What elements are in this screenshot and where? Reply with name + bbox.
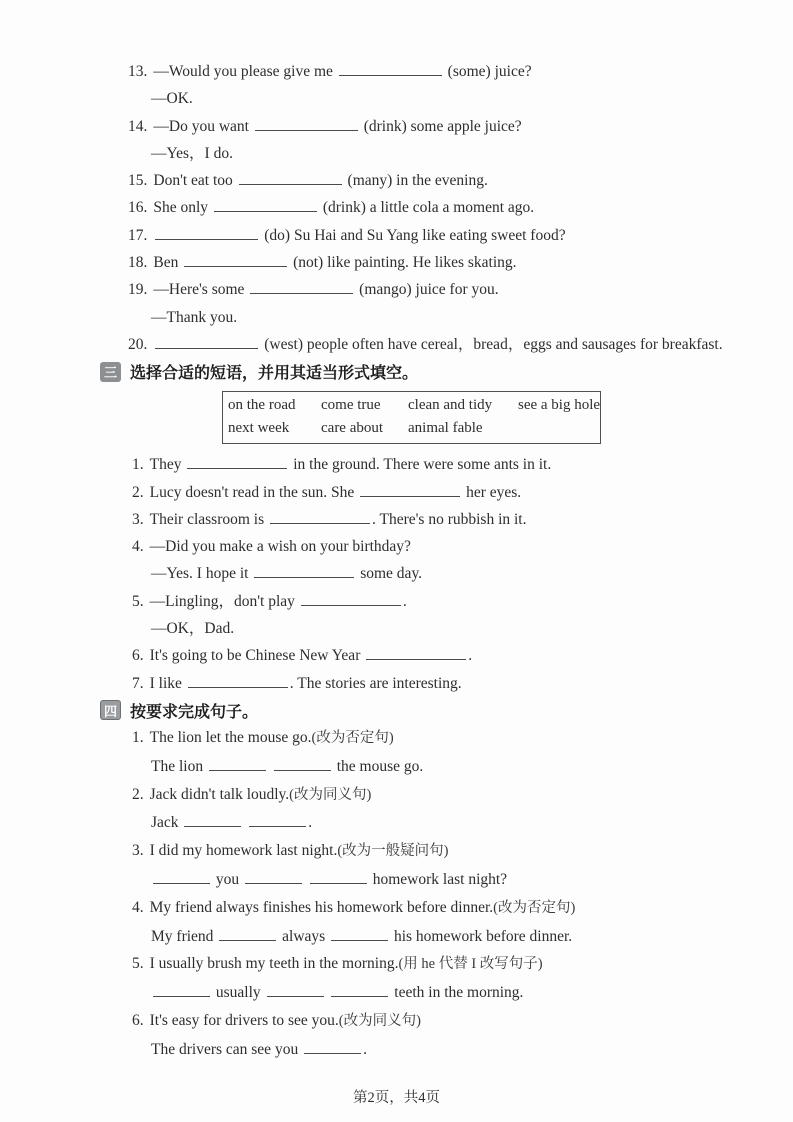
section-title: 按要求完成句子。 (130, 703, 259, 721)
line-text: Lucy doesn't read in the sun. She (149, 483, 359, 501)
phrase-bank-row (228, 417, 600, 440)
line-text (326, 984, 330, 1001)
item-number: 1. (132, 728, 144, 746)
line-text: . The stories are interesting. (289, 674, 462, 692)
rewrite-note: (改为同义句) (289, 786, 372, 803)
blank-field (301, 591, 401, 606)
line-text: Don't eat too (153, 172, 237, 190)
line-text: —Would you please give me (153, 63, 337, 80)
exercise-line (0, 249, 793, 276)
item-number: 3. (132, 842, 144, 860)
item-number: 15. (128, 172, 148, 190)
exercise-line (0, 1036, 793, 1064)
line-text: I like (149, 674, 186, 692)
line-text: (drink) some apple juice? (359, 117, 522, 135)
exercise-line (0, 588, 793, 615)
item-number: 16. (128, 199, 148, 217)
phrase: see a big hole (518, 397, 601, 414)
exercise-line (0, 724, 793, 753)
item-number: 2. (132, 483, 144, 501)
blank-field (360, 482, 460, 497)
line-text: Jack didn't talk loudly. (149, 785, 290, 803)
line-text: Ben (153, 254, 183, 272)
phrase: next week (228, 420, 290, 437)
line-text: . There's no rubbish in it. (372, 510, 527, 528)
blank-field (214, 197, 317, 212)
worksheet-body (0, 58, 793, 1064)
phrase: clean and tidy (408, 397, 493, 414)
line-text: (drink) a little cola a moment ago. (318, 199, 535, 217)
blank-field (219, 926, 276, 941)
blank-field (250, 279, 353, 294)
blank-field (184, 252, 287, 267)
rewrite-note: (改为一般疑问句) (337, 843, 449, 860)
line-text: always (278, 927, 330, 945)
item-number: 6. (132, 647, 144, 665)
phrase: on the road (228, 397, 296, 414)
rewrite-note: (改为同义句) (338, 1012, 421, 1029)
exercise-line (0, 1007, 793, 1036)
blank-field (310, 869, 367, 884)
item-number: 7. (132, 674, 144, 692)
line-text: —Yes，I do. (151, 144, 233, 162)
line-text: (do) Su Hai and Su Yang like eating sweet food? (260, 226, 566, 244)
line-text (304, 871, 308, 888)
blank-field (254, 563, 354, 578)
exercise-line (0, 506, 793, 533)
section-header (0, 358, 793, 385)
phrase-bank-row (228, 394, 600, 417)
line-text: My friend always finishes his homework before dinner. (149, 898, 494, 916)
line-text (243, 814, 247, 831)
section-rewrite-sentences (0, 697, 793, 1064)
blank-field (184, 812, 241, 827)
item-number: 18. (128, 254, 148, 272)
section-phrase-fill (0, 358, 793, 697)
exercise-line (0, 866, 793, 894)
exercise-line (0, 533, 793, 560)
item-number: 1. (132, 456, 144, 474)
exercise-line (0, 979, 793, 1007)
page-footer: 第2页，共4页 (353, 1090, 440, 1106)
line-text: . (468, 647, 473, 665)
exercise-line (0, 304, 793, 331)
exercise-line (0, 670, 793, 697)
line-text: (many) in the evening. (343, 172, 488, 190)
line-text: the mouse go. (332, 757, 424, 775)
exercise-line (0, 950, 793, 979)
line-text: in the ground. There were some ants in it. (289, 456, 552, 474)
exercise-line (0, 781, 793, 810)
line-text: —OK，Dad. (151, 620, 235, 638)
blank-field (331, 982, 388, 997)
phrase: care about (321, 420, 384, 437)
item-number: 14. (128, 117, 148, 135)
item-number: 13. (128, 63, 148, 80)
section-header (0, 697, 793, 724)
blank-field (155, 225, 258, 240)
exercise-line (0, 58, 793, 85)
line-text: My friend (151, 927, 218, 945)
line-text: The drivers can see you (151, 1040, 303, 1058)
exercise-line (0, 642, 793, 669)
section-title: 选择合适的短语，并用其适当形式填空。 (130, 365, 419, 383)
item-number: 3. (132, 510, 144, 528)
phrase: come true (321, 397, 381, 414)
exercise-line (0, 894, 793, 923)
line-text: some day. (356, 565, 423, 583)
blank-field (187, 454, 287, 469)
line-text: —Here's some (153, 281, 249, 299)
blank-field (331, 926, 388, 941)
line-text: It's easy for drivers to see you. (149, 1011, 339, 1029)
item-number: 6. (132, 1011, 144, 1029)
line-text: homework last night? (368, 870, 508, 888)
exercise-line (0, 923, 793, 951)
exercise-line (0, 560, 793, 587)
line-text: It's going to be Chinese New Year (149, 647, 365, 665)
rewrite-note: (改为否定句) (493, 899, 576, 916)
exercise-line (0, 276, 793, 303)
line-text: . (308, 814, 313, 832)
exercise-line (0, 451, 793, 478)
rewrite-note: (改为否定句) (311, 729, 394, 746)
line-text: —Do you want (153, 117, 253, 135)
line-text: I usually brush my teeth in the morning. (149, 955, 399, 973)
exercise-line (0, 479, 793, 506)
section-word-form (0, 58, 793, 358)
phrase-bank (222, 391, 601, 444)
blank-field (267, 982, 324, 997)
item-number: 4. (132, 538, 144, 556)
line-text: —Yes. I hope it (151, 565, 253, 583)
line-text: (not) like painting. He likes skating. (289, 254, 517, 272)
exercise-line (0, 140, 793, 167)
exercise-line (0, 331, 793, 358)
line-text: —Lingling，don't play (149, 592, 299, 610)
exercise-line (0, 222, 793, 249)
exercise-line (0, 753, 793, 781)
item-number: 5. (132, 592, 144, 610)
line-text: —OK. (151, 90, 193, 108)
blank-field (153, 982, 210, 997)
line-text: his homework before dinner. (390, 927, 573, 945)
exercise-line (0, 167, 793, 194)
line-text: They (149, 456, 186, 474)
line-text: —Did you make a wish on your birthday? (149, 538, 411, 556)
line-text: The lion let the mouse go. (149, 728, 312, 746)
line-text: teeth in the morning. (390, 984, 524, 1002)
line-text: Jack (151, 814, 183, 832)
item-number: 5. (132, 955, 144, 973)
blank-field (249, 812, 306, 827)
exercise-line (0, 837, 793, 866)
item-number: 4. (132, 898, 144, 916)
item-number: 2. (132, 785, 144, 803)
line-text: Their classroom is (149, 510, 269, 528)
section-number-badge: 三 (100, 362, 121, 382)
blank-field (188, 673, 288, 688)
item-number: 17. (128, 226, 148, 244)
blank-field (255, 116, 358, 131)
blank-field (339, 61, 442, 76)
line-text: (mango) juice for you. (355, 281, 499, 299)
blank-field (270, 509, 370, 524)
item-number: 20. (128, 335, 148, 353)
exercise-line (0, 85, 793, 112)
line-text: you (212, 870, 243, 888)
line-text: usually (212, 984, 265, 1002)
line-text: The lion (151, 757, 207, 775)
blank-field (155, 334, 258, 349)
exercise-line (0, 615, 793, 642)
exercise-line (0, 809, 793, 837)
blank-field (274, 756, 331, 771)
blank-field (209, 756, 266, 771)
blank-field (366, 645, 466, 660)
line-text: I did my homework last night. (149, 842, 338, 860)
line-text: . (402, 592, 407, 610)
exercise-line (0, 113, 793, 140)
blank-field (245, 869, 302, 884)
line-text: her eyes. (462, 483, 522, 501)
phrase: animal fable (408, 420, 483, 437)
exercise-line (0, 194, 793, 221)
line-text (268, 758, 272, 775)
line-text: (west) people often have cereal，bread，eggs and sausages for breakfast. (260, 335, 723, 353)
rewrite-note: (用 he 代替 I 改写句子) (398, 956, 543, 973)
item-number: 19. (128, 281, 148, 299)
line-text: —Thank you. (151, 308, 238, 326)
blank-field (239, 170, 342, 185)
line-text: She only (153, 199, 212, 217)
line-text: . (363, 1040, 367, 1058)
section-number-badge: 四 (100, 700, 121, 720)
blank-field (153, 869, 210, 884)
blank-field (304, 1039, 361, 1054)
line-text: (some) juice? (443, 63, 532, 80)
